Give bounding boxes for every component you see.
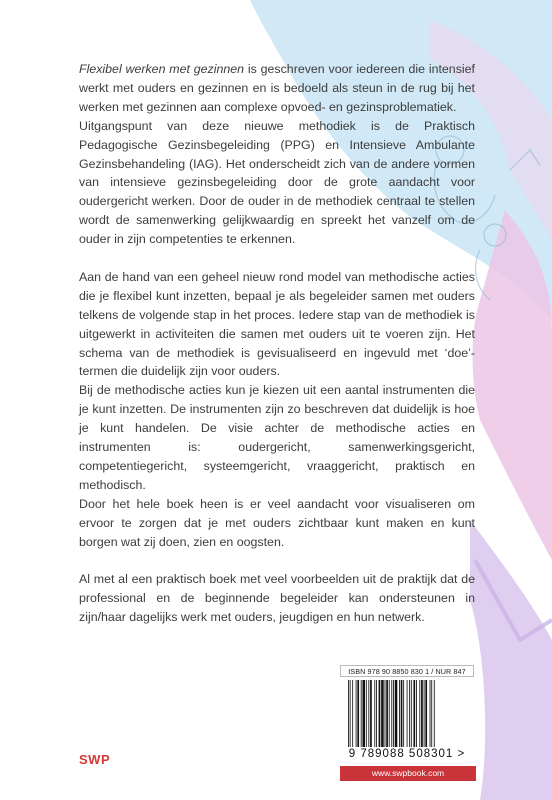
publisher-logo: SWP: [79, 752, 111, 767]
book-title: Flexibel werken met gezinnen: [79, 62, 245, 76]
paragraph-2: Uitgangspunt van deze nieuwe methodiek is de Praktisch Pedagogische Gezinsbegeleiding (PPG) en Intensieve Ambulante Gezinsbehandeling (IAG). Het onderscheidt zich van de andere vormen van intensieve gezinsbegeleiding door de grote aandacht voor oudergericht werken. Door de ouder in de methodiek centraal te stellen wordt de samenwerking gelijkwaardig en spreekt het vanzelf om de ouder in zijn competenties te erkennen.: [79, 118, 475, 247]
paragraph-3: Aan de hand van een geheel nieuw rond model van methodische acties die je flexibel kunt inzetten, bepaal je als begeleider samen met ouders telkens de volgende stap in het proces. Iedere stap van de methodiek is uitgewerkt in activiteiten die samen met ouders uit te voeren zijn. Het schema van de methodiek is gevisualiseerd en ingevuld met ‘doe’-termen die duidelijk zijn voor ouders.: [79, 269, 475, 379]
paragraph-1: [79, 60, 475, 117]
isbn-digits: 9 789088 508301 >: [348, 748, 466, 760]
back-cover-text: [79, 60, 475, 627]
barcode: [346, 680, 470, 747]
purple-shape: [470, 520, 552, 800]
website-url[interactable]: www.swpbook.com: [340, 766, 476, 781]
isbn-barcode-block: [340, 665, 474, 767]
isbn-label: ISBN 978 90 8850 830 1 / NUR 847: [340, 665, 474, 677]
paragraph-5: Door het hele boek heen is er veel aandacht voor visualiseren om ervoor te zorgen dat je met ouders zichtbaar kunt maken en kunt borgen wat zij doen, zien en oogsten.: [79, 496, 475, 549]
paragraph-4: Bij de methodische acties kun je kiezen uit een aantal instrumenten die je kunt inzetten. De instrumenten zijn zo beschreven dat duidelijk is hoe je kunt handelen. De visie achter de methodische acties en instrumenten is: oudergericht, samenwerkingsgericht, competentiegericht, systeemgericht, vraaggericht, praktisch en methodisch.: [79, 383, 475, 492]
paragraph-6: Al met al een praktisch boek met veel voorbeelden uit de praktijk dat de professional en de beginnende begeleider kan ondersteunen in zijn/haar dagelijks werk met ouders, jeugdigen en hun netwerk.: [79, 572, 475, 625]
paragraph-1-text: is geschreven voor iedereen die intensief werkt met ouders en gezinnen en is bedoeld als steun in de rug bij het werken met gezinnen aan complexe opvoed- en gezinsproblematiek.: [79, 62, 475, 114]
